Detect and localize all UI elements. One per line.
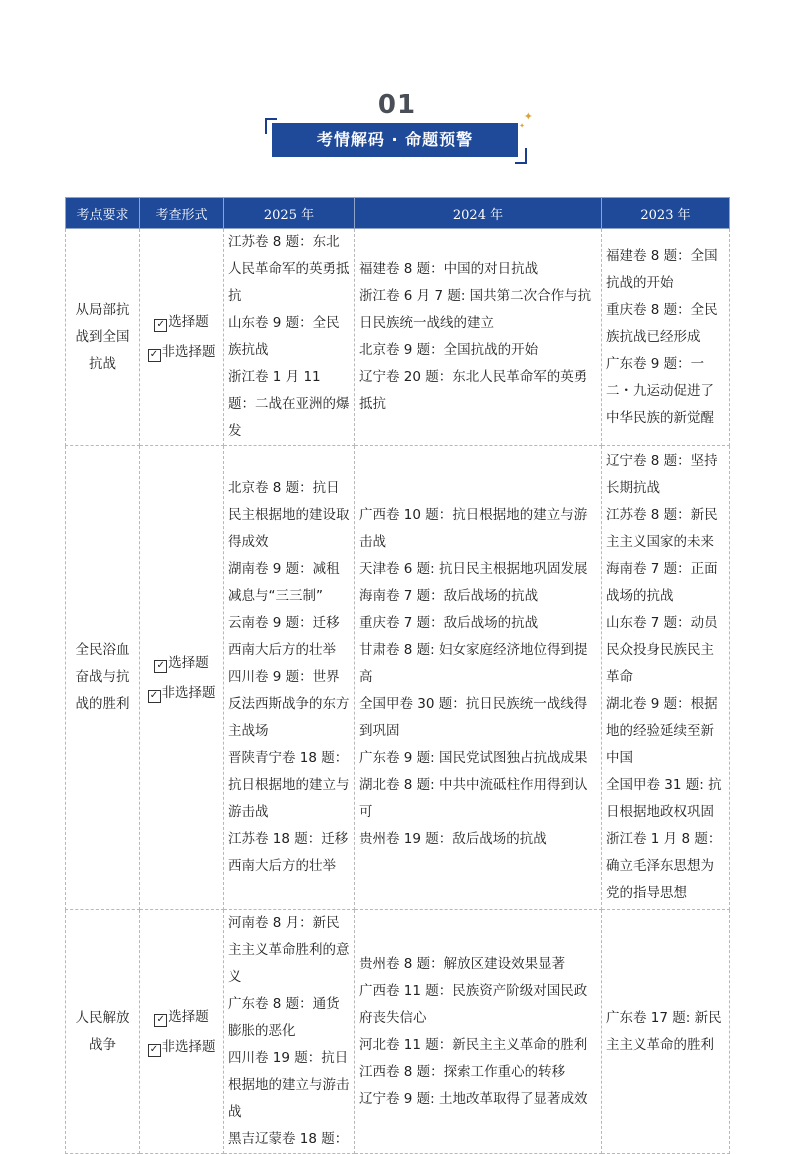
- year-2024-cell: 广西卷 10 题：抗日根据地的建立与游击战 天津卷 6 题: 抗日民主根据地巩固发展 海南卷 7 题：敌后战场的抗战 重庆卷 7 题：敌后战场的抗战 甘肃卷 8 题: 妇女家庭经济地位得到提高 全国甲卷 30 题：抗日民族统一战线得到巩固 广东卷 9 题: 国民党试图独占抗战成果 湖北卷 8 题: 中共中流砥柱作用得到认可 贵州卷 19 题：敌后战场的抗战: [355, 446, 602, 910]
- checkbox-checked-icon: ✓: [148, 349, 161, 362]
- form-option: [144, 678, 219, 708]
- form-option: [144, 1032, 219, 1062]
- sparkle-icon: ✦: [523, 110, 533, 123]
- banner-title: 考情解码 · 命题预警: [272, 123, 518, 157]
- column-header: 考查形式: [140, 198, 224, 229]
- table-row: [66, 446, 730, 910]
- year-2025-cell: 江苏卷 8 题：东北人民革命军的英勇抵抗 山东卷 9 题：全民族抗战 浙江卷 1 月 11 题：二战在亚洲的爆发: [224, 229, 355, 446]
- checkbox-checked-icon: ✓: [154, 1014, 167, 1027]
- form-option: [144, 307, 219, 337]
- table-row: [66, 910, 730, 1154]
- year-2023-cell: 福建卷 8 题：全国抗战的开始 重庆卷 8 题：全民族抗战已经形成 广东卷 9 题：一二・九运动促进了中华民族的新觉醒: [602, 229, 730, 446]
- column-header: 2025 年: [224, 198, 355, 229]
- form-option: [144, 1002, 219, 1032]
- form-option-label: 非选择题: [161, 1038, 216, 1055]
- topic-cell: 从局部抗战到全国抗战: [66, 229, 140, 446]
- column-header: 2024 年: [355, 198, 602, 229]
- year-2023-cell: 辽宁卷 8 题：坚持长期抗战 江苏卷 8 题：新民主主义国家的未来 海南卷 7 题：正面战场的抗战 山东卷 7 题：动员民众投身民族民主革命 湖北卷 9 题：根据地的经验延续至新中国 全国甲卷 31 题: 抗日根据地政权巩固 浙江卷 1 月 8 题：确立毛泽东思想为党的指导思想: [602, 446, 730, 910]
- year-2024-cell: 福建卷 8 题：中国的对日抗战 浙江卷 6 月 7 题: 国共第二次合作与抗日民族统一战线的建立 北京卷 9 题：全国抗战的开始 辽宁卷 20 题：东北人民革命军的英勇抵抗: [355, 229, 602, 446]
- form-cell: [140, 446, 224, 910]
- year-2025-cell: 河南卷 8 月：新民主主义革命胜利的意义 广东卷 8 题：通货膨胀的恶化 四川卷 19 题：抗日根据地的建立与游击战 黑吉辽蒙卷 18 题：: [224, 910, 355, 1154]
- topic-cell: 全民浴血奋战与抗战的胜利: [66, 446, 140, 910]
- checkbox-checked-icon: ✓: [154, 319, 167, 332]
- exam-analysis-table: [65, 197, 730, 1154]
- checkbox-checked-icon: ✓: [148, 690, 161, 703]
- column-header: 2023 年: [602, 198, 730, 229]
- form-option: [144, 648, 219, 678]
- checkbox-checked-icon: ✓: [154, 660, 167, 673]
- year-2023-cell: 广东卷 17 题: 新民主主义革命的胜利: [602, 910, 730, 1154]
- year-2025-cell: 北京卷 8 题：抗日民主根据地的建设取得成效 湖南卷 9 题：减租减息与“三三制” 云南卷 9 题：迁移西南大后方的壮举 四川卷 9 题：世界反法西斯战争的东方主战场 晋陕青宁卷 18 题：抗日根据地的建立与游击战 江苏卷 18 题：迁移西南大后方的壮举: [224, 446, 355, 910]
- form-option-label: 选择题: [168, 1008, 209, 1025]
- form-cell: [140, 910, 224, 1154]
- topic-cell: 人民解放战争: [66, 910, 140, 1154]
- table-header-row: [66, 198, 730, 229]
- form-option-label: 选择题: [168, 654, 209, 671]
- form-option-label: 选择题: [168, 314, 209, 330]
- table-row: [66, 229, 730, 446]
- section-number: 01: [377, 90, 417, 120]
- form-cell: [140, 229, 224, 446]
- checkbox-checked-icon: ✓: [148, 1044, 161, 1057]
- column-header: 考点要求: [66, 198, 140, 229]
- form-option-label: 非选择题: [161, 344, 216, 360]
- form-option-label: 非选择题: [161, 684, 216, 701]
- form-option: [144, 337, 219, 367]
- sparkle-icon: ✦: [519, 122, 525, 130]
- year-2024-cell: 贵州卷 8 题：解放区建设效果显著 广西卷 11 题：民族资产阶级对国民政府丧失信心 河北卷 11 题：新民主主义革命的胜利 江西卷 8 题：探索工作重心的转移 辽宁卷 9 题: 土地改革取得了显著成效: [355, 910, 602, 1154]
- section-banner: [265, 110, 533, 164]
